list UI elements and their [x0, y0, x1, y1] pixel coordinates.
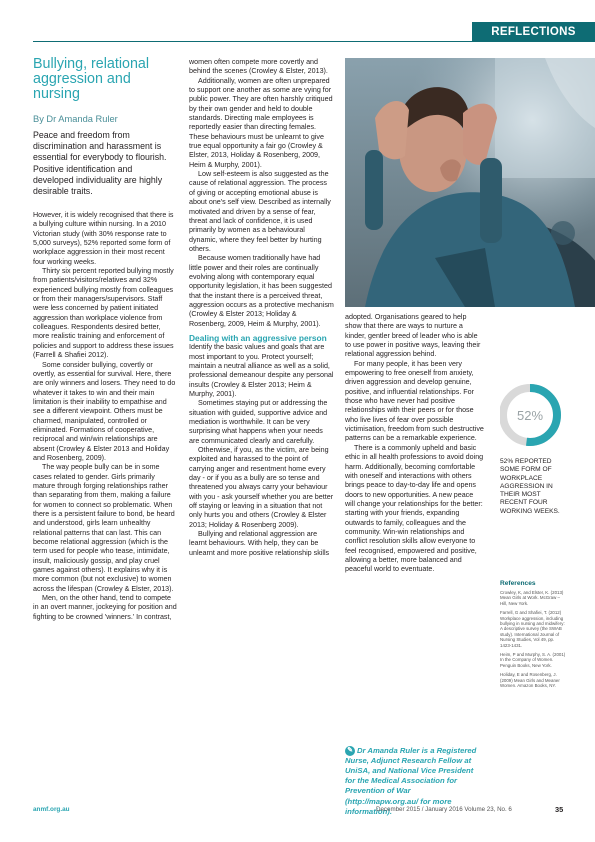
- paragraph: There is a commonly upheld and basic ethic in all health professions to avoid doing harm. Additionally, becoming comfortable with oneself and interactions with others brings peace to day-to-day life and opens doors to new opportunities. A new peace will change your relationships for the better: starting with your friends, expanding outwards to family, colleagues and the community. Win-win relationships and conflict resolution skills allow everyone to feel recognised, empowered and positive, allowing a better, more balanced and peaceful world to eventuate.: [345, 443, 484, 574]
- paragraph: The way people bully can be in some cases related to gender. Girls primarily mature through forging relationships rather than separating from them, making a failure for women to connect so problematic. When there is a persistent failure to bond, be heard and understood, girls learn unhealthy relational patterns that can last. This can become relational aggression (which is the term used for people who tease, intimidate, insult, maliciously gossip, and play cruel games against others). It explains why it is more common (but not exclusive) to women across the lifespan (Crowley & Elster, 2013).: [33, 463, 175, 593]
- byline: By Dr Amanda Ruler: [33, 114, 118, 124]
- paragraph: Thirty six percent reported bullying mostly from patients/visitors/relatives and 32% experienced bullying mostly from colleagues or from their managers/supervisors. Staff were less concerned by patient initiated aggression than workplace violence from colleagues. Respondents desired better, more realistic training and enforcement of policies and support to address these issues (Farrell & Shafiei 2012).: [33, 267, 174, 360]
- pencil-icon: ✎: [345, 746, 355, 756]
- paragraph: For many people, it has been very empowering to free oneself from anxiety, driven aggression and develop genuine, positive, and influential relationships. For those who have never had positive relationships with their peers or for those who live lives of fear over possible victimisation, freedom from such destructive patterns can be a remarkable experience.: [345, 359, 484, 443]
- references: [500, 580, 566, 693]
- stat-caption: 52% REPORTED SOME FORM OF WORKPLACE AGGRESSION IN THEIR MOST RECENT FOUR WORKING WEEKS.: [500, 458, 560, 515]
- reference-item: Crowley, K, and Elster, K. (2013) Mean Girls at Work. McGraw – Hill, New York.: [500, 590, 564, 606]
- donut-chart: [500, 378, 595, 453]
- section-tag: REFLECTIONS: [472, 22, 595, 42]
- paragraph: Sometimes staying put or addressing the situation with guided, supportive advice and mediation is worthwhile. It can be very surprising what happens when your needs are communicated clearly and carefully.: [189, 399, 328, 445]
- paragraph: Otherwise, if you, as the victim, are being exploited and harassed to the point of carrying anger and resentment home every day - or if you as a bully are so tense and threatened you always carry your behaviour with you - ask yourself whether you are better off staying or leaving in a situation that not only hurts you and others (Crowley & Elster 2013; Holiday & Rosenberg 2009).: [189, 446, 334, 529]
- stressed-nurse-illustration: [345, 58, 595, 307]
- reference-item: Holiday, E and Rosenberg, J. (2009) Mean Girls and Meaner Women. Amazon Books, NY.: [500, 672, 560, 689]
- author-bio-text: Dr Amanda Ruler is a Registered Nurse, Adjunct Research Fellow at UniSA, and National Vice President for the Medical Association for Prevention of War (http://mapw.org.au/ for more information).: [345, 746, 477, 816]
- reference-item: Heim, P and Murphy, S. A. (2001) In the Company of Women. Penguin Books, New York.: [500, 652, 566, 668]
- paragraph: Identify the basic values and goals that are most important to you. Protect yourself; maintain a neutral alliance as well as a solid, professional demeanour despite any personal insults (Crowley & Elster 2013; Heim & Murphy, 2001).: [189, 343, 334, 398]
- column-3: [345, 313, 484, 575]
- paragraph: However, it is widely recognised that there is a bullying culture within nursing. In a 2010 Victorian study (with 30% response rate to 5,000 surveys), 52% reported some form of workplace aggression in their most recent four working weeks.: [33, 211, 174, 266]
- donut-label: 52%: [516, 408, 544, 423]
- paragraph: Because women traditionally have had little power and their roles are continually evolving along with contemporary equal opportunity legislation, it has been suggested that the instant there is a perceived threat, aggression occurs as a protective mechanism (Crowley & Elster 2013; Holiday & Rosenberg, 2009, Heim & Murphy, 2001).: [189, 254, 334, 328]
- paragraph: Some consider bullying, covertly or overtly, as essential for survival. Here, there are only winners and losers. They need to do whatever it takes to win and their main limitation is their inability to empathise and see a different viewpoint. Others must be charmed, manipulated, controlled or eliminated. Formations of cooperative, reciprocal and win/win relationships are absent (Crowley & Elster 2013 and Holiday and Rosenberg, 2009).: [33, 360, 176, 462]
- paragraph: Additionally, women are often unprepared to support one another as some are vying for public power. They are often harshly critiqued by their own gender and held to double standards. Directing male employees is reportedly easier than directing females. These behaviours must be unlearnt to give true equal opportunity a fair go (Crowley & Elster, 2013, Holiday & Rosenberg, 2009, Heim & Murphy, 2001).: [189, 76, 333, 169]
- paragraph: adopted. Organisations geared to help show that there are ways to nurture a kinder, gentler breed of leader who is able to use power in positive ways, leaving their relational aggression behind.: [345, 313, 481, 359]
- paragraph: Low self-esteem is also suggested as the cause of relational aggression. The process of giving or accepting emotional abuse is about one's self view. Described as internally motivated and driven by a sense of fear, threat and lack of confidence, it is used primarily by women as a behavioural dynamic, where they feel better by hurting others.: [189, 170, 331, 253]
- footer-issue: December 2015 / January 2016 Volume 23, No. 6: [376, 806, 512, 813]
- page-number: 35: [555, 805, 564, 814]
- header-rule: [33, 41, 595, 42]
- column-2: [189, 58, 334, 558]
- paragraph: Men, on the other hand, tend to compete in an overt manner, jockeying for position and fighting to be crowned 'winners.' In contrast,: [33, 594, 177, 621]
- intro-paragraph: Peace and freedom from discrimination and harassment is essential for everybody to flourish. Positive identification and developed individuality are highly desirable traits.: [33, 130, 167, 197]
- column-1: [33, 211, 177, 622]
- references-heading: References: [500, 580, 536, 587]
- paragraph: Bullying and relational aggression are learnt behaviours. With help, they can be unlearnt and more positive relationship skills: [189, 530, 330, 557]
- stat-donut: [500, 378, 595, 453]
- reference-item: Farrell, G and Shafiei, T. (2012) Workplace aggression, including bullying in nursing and midwifery: A descriptive survey (the SWAB study). International Journal of Nursing Studies, Vol 49, pp. 1423-1431.: [500, 610, 565, 648]
- subheading: Dealing with an aggressive person: [189, 332, 327, 343]
- footer-site: anmf.org.au: [33, 806, 70, 813]
- article-title: Bullying, relational aggression and nursing: [33, 56, 150, 102]
- article-photo: [345, 58, 595, 307]
- paragraph: women often compete more covertly and behind the scenes (Crowley & Elster, 2013).: [189, 58, 328, 76]
